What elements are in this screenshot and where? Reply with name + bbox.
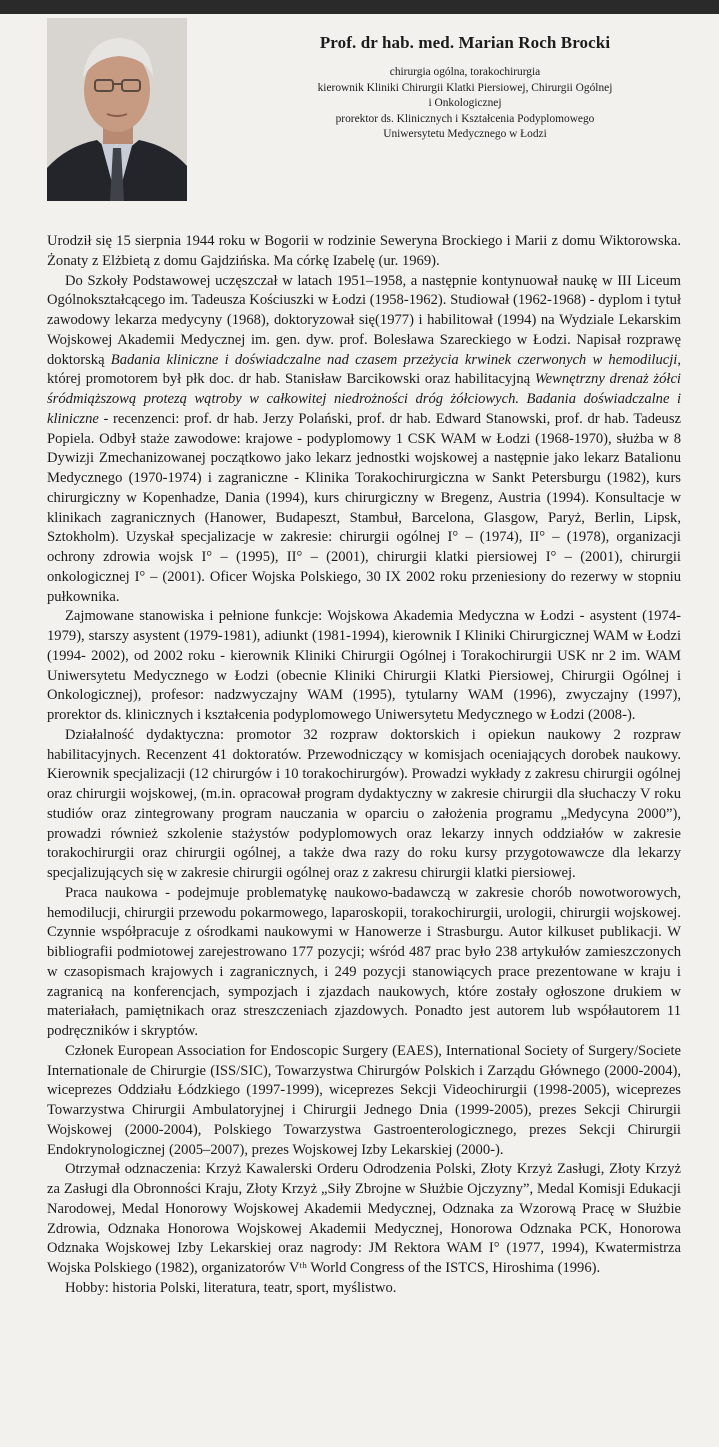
bio-paragraph-hobby: Hobby: historia Polski, literatura, teatr, sport, myślistwo. [65,1279,397,1296]
person-name: Prof. dr hab. med. Marian Roch Brocki [319,33,611,52]
profile-header [225,33,705,143]
bio-paragraph-teaching: Działalność dydaktyczna: promotor 32 rozpraw doktorskich i opiekun naukowy 2 rozpraw habilitacyjnych. Recenzent 41 doktoratów. Przewodniczący w komisjach oceniających dorobek naukowy. Kierownik specjalizacji (12 chirurgów i 10 torakochirurgów). Prowadzi wykłady z zakresu chirurgii ogólnej oraz chirurgii wojskowej, (m.in. opracował program dydaktyczny w zakresie chirurgii dla słuchaczy V roku studiów oraz zintegrowany program nauczania w oparciu o założenia programu „Medycyna 2000”), prowadzi również szkolenie stażystów podyplomowych oraz lekarzy innych oddziałów w zakresie torakochirurgii oraz chirurgii ogólnej, a także dwa razy do roku kursy przygotowawcze dla lekarzy specjalizujących się w zakresie chirurgii ogólnej oraz z zakresu chirurgii klatki piersiowej. [47,726,681,881]
bio-education-text-c: - recenzenci: prof. dr hab. Jerzy Polański, prof. dr hab. Edward Stanowski, prof. dr hab. Tadeusz Popiela. Odbył staże zawodowe: krajowe - podyplomowy 1 CSK WAM w Łodzi (1968-1970), służba w 8 Dywizji Zmechanizowanej początkowo jako lekarz jednostki wojskowej a następnie jako lekarz Batalionu Medycznego (1970-1974) i zagraniczne - Klinika Torakochirurgiczna w Sankt Petersburgu (1982), kurs chirurgiczny w Kopenhadze, Dania (1994), kurs chirurgiczny w Bregenz, Austria (1994). Konsultacje w klinikach zagranicznych (Hanower, Budapeszt, Stambuł, Barcelona, Glasgow, Paryż, Berlin, Lipsk, Sztokholm). Uzyskał specjalizacje w zakresie: chirurgii ogólnej I° – (1974), II° – (1978), organizacji ochrony zdrowia wojsk I° – (1995), II° – (2001), chirurgii klatki piersiowej I° – (2001), chirurgii onkologicznej I° – (2001). Oficer Wojska Polskiego, 30 IX 2002 roku przeniesiony do rezerwy w stopniu pułkownika. [47,410,681,605]
bio-paragraph-memberships: Członek European Association for Endoscopic Surgery (EAES), International Society of Surgery/Societe Internationale de Chirurgie (ISS/SIC), Towarzystwa Chirurgów Polskich i Zarządu Głównego (2000-2004), wiceprezes Oddziału Łódzkiego (1997-1999), wiceprezes Sekcji Videochirurgii (1998-2005), wiceprezes Towarzystwa Chirurgii Ambulatoryjnej i Chirurgii Jednego Dnia (1999-2005), prezes Sekcji Chirurgii Wojskowej (2000-2004), Polskiego Towarzystwa Gastroenterologicznego, prezes Sekcji Chirurgii Endokrynologicznej (2005–2007), prezes Wojskowej Izby Lekarskiej (2000-). [47,1042,681,1158]
bio-education-text-a: Do Szkoły Podstawowej uczęszczał w latach 1951–1958, a następnie kontynuował naukę w III Liceum Ogólnokształcącego im. Tadeusza Kościuszki w Łodzi (1958-1962). Studiował (1962-1968) - dyplom i tytuł zawodowy lekarza medycyny (1968), doktoryzował się(1977) i habilitował (1994) na Wydziale Lekarskim Wojskowej Akademii Medycznej im. gen. dyw. prof. Bolesława Szareckiego w Łodzi. Napisał rozprawę doktorską [47,272,681,368]
bio-paragraph-birth: Urodził się 15 sierpnia 1944 roku w Bogorii w rodzinie Seweryna Brockiego i Marii z domu Wiktorowska. Żonaty z Elżbietą z domu Gajdzińska. Ma córkę Izabelę (ur. 1969). [47,233,681,269]
portrait-photo [47,18,187,201]
bio-paragraph-education [47,272,681,608]
header-line-position: kierownik Kliniki Chirurgii Klatki Piersiowej, Chirurgii Ogólnej [317,81,613,94]
bio-habilitation-thesis-title: Wewnętrzny drenaż żółci śródmiąższową protezą wątroby w całkowitej niedrożności dróg żółciowych. Badania doświadczalne i kliniczne [47,371,681,427]
bio-paragraph-awards: Otrzymał odznaczenia: Krzyż Kawalerski Orderu Odrodzenia Polski, Złoty Krzyż Zasługi, Złoty Krzyż za Zasługi dla Obronności Kraju, Złoty Krzyż „Siły Zbrojne w Służbie Ojczyzny”, Medal Komisji Edukacji Narodowej, Medal Honorowy Wojskowej Akademii Medycznej, Odznaka za Wzorową Pracę w Służbie Zdrowia, Odznaka Honorowa Wojskowej Akademii Medycznej, Honorowa Odznaka PCK, Honorowa Odznaka Wojskowej Izby Lekarskiej oraz nagrody: JM Rektora WAM I° (1977, 1994), Kwatermistrza Wojska Polskiego (1982), organizatorów Vᵗʰ World Congress of the ISTCS, Hiroshima (1996). [47,1161,681,1276]
biography-text [47,232,681,1299]
bio-paragraph-research: Praca naukowa - podejmuje problematykę naukowo-badawczą w zakresie chorób nowotworowych, hemodilucji, chirurgii przewodu pokarmowego, laparoskopii, torakochirurgii, urologii, chirurgii wojskowej. Czynnie współpracuje z ośrodkami naukowymi w Hanowerze i Strasburgu. Autor kilkuset publikacji. W bibliografii podmiotowej zarejestrowano 177 pozycji; wśród 487 prac było 238 artykułów zamieszczonych w czasopismach krajowych i zagranicznych, i 249 pozycji stanowiących prace prezentowane w kraju i zagranicą na konferencjach, sympozjach i zjazdach naukowych, które zostały ogłoszone drukiem w materiałach, pamiętnikach oraz streszczeniach zjazdowych. Ponadto jest autorem lub współautorem 11 podręczników i skryptów. [47,884,681,1039]
header-line-specialization: chirurgia ogólna, torakochirurgia [389,66,541,78]
bio-education-text-b: , której promotorem był płk doc. dr hab. Stanisław Barcikowski oraz habilitacyjną [47,351,681,388]
top-bar [0,0,719,14]
portrait-image [47,18,187,201]
header-line-university: Uniwersytetu Medycznego w Łodzi [383,128,547,141]
bio-doctoral-thesis-title: Badania kliniczne i doświadczalne nad czasem przeżycia krwinek czerwonych w hemodilucji [110,351,678,368]
bio-paragraph-positions: Zajmowane stanowiska i pełnione funkcje: Wojskowa Akademia Medyczna w Łodzi - asystent (1974-1979), starszy asystent (1979-1981), adiunkt (1981-1994), kierownik I Kliniki Chirurgicznej WAM w Łodzi (1994- 2002), od 2002 roku - kierownik Kliniki Chirurgii Ogólnej i Torakochirurgii USK nr 2 im. WAM Uniwersytetu Medycznego w Łodzi (obecnie Kliniki Chirurgii Klatki Piersiowej, Chirurgii Ogólnej i Onkologicznej), profesor: nadzwyczajny WAM (1995), tytularny WAM (1996), zwyczajny (1997), prorektor ds. klinicznych i kształcenia podyplomowego Uniwersytetu Medycznego w Łodzi (2008-). [47,608,681,723]
header-line-prorector: prorektor ds. Klinicznych i Kształcenia Podyplomowego [335,112,595,125]
header-line-position-cont: i Onkologicznej [428,97,502,110]
